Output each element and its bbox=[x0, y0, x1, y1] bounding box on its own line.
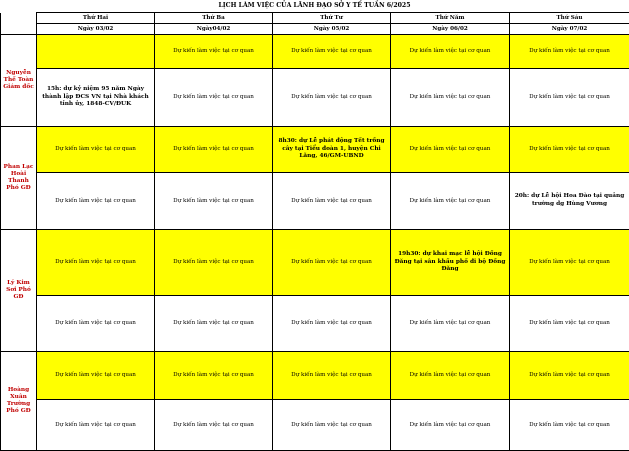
schedule-cell: Dự kiến làm việc tại cơ quan bbox=[510, 230, 629, 296]
leader-name: Hoàng Xuân Trường Phó GĐ bbox=[1, 352, 37, 451]
leader-name: Lý Kim Sơi Phó GĐ bbox=[1, 230, 37, 352]
day-date-wed: Ngày 05/02 bbox=[273, 24, 391, 35]
day-date-mon: Ngày 03/02 bbox=[37, 24, 155, 35]
schedule-cell: Dự kiến làm việc tại cơ quan bbox=[510, 35, 629, 69]
day-name-thu: Thứ Năm bbox=[391, 13, 510, 24]
header-row-days bbox=[1, 13, 629, 24]
day-name-tue: Thứ Ba bbox=[155, 13, 273, 24]
schedule-cell: Dự kiến làm việc tại cơ quan bbox=[273, 35, 391, 69]
schedule-cell: Dự kiến làm việc tại cơ quan bbox=[155, 69, 273, 127]
schedule-cell: Dự kiến làm việc tại cơ quan bbox=[391, 35, 510, 69]
leader-name: Nguyễn Thế Toàn Giám đốc bbox=[1, 35, 37, 127]
day-name-mon: Thứ Hai bbox=[37, 13, 155, 24]
schedule-cell: Dự kiến làm việc tại cơ quan bbox=[155, 352, 273, 400]
schedule-cell: Dự kiến làm việc tại cơ quan bbox=[155, 230, 273, 296]
table-row bbox=[1, 352, 629, 400]
day-name-wed: Thứ Tư bbox=[273, 13, 391, 24]
schedule-event-cell: 15h: dự kỷ niệm 95 năm Ngày thành lập ĐCS VN tại Nhà khách tỉnh ủy, 1848-CV/ĐUK bbox=[37, 69, 155, 127]
schedule-cell: Dự kiến làm việc tại cơ quan bbox=[273, 69, 391, 127]
schedule-event-cell: 8h30: dự Lễ phát động Tết trồng cây tại Tiểu đoàn 1, huyện Chi Lăng, 46/GM-UBND bbox=[273, 127, 391, 173]
day-date-thu: Ngày 06/02 bbox=[391, 24, 510, 35]
schedule-cell: Dự kiến làm việc tại cơ quan bbox=[155, 173, 273, 230]
schedule-cell: Dự kiến làm việc tại cơ quan bbox=[391, 296, 510, 352]
schedule-cell: Dự kiến làm việc tại cơ quan bbox=[155, 127, 273, 173]
schedule-cell: Dự kiến làm việc tại cơ quan bbox=[391, 127, 510, 173]
day-date-tue: Ngày04/02 bbox=[155, 24, 273, 35]
schedule-cell: Dự kiến làm việc tại cơ quan bbox=[391, 352, 510, 400]
leader-name: Phan Lạc Hoài Thanh Phó GĐ bbox=[1, 127, 37, 230]
schedule-cell: Dự kiến làm việc tại cơ quan bbox=[391, 400, 510, 451]
schedule-cell: Dự kiến làm việc tại cơ quan bbox=[510, 69, 629, 127]
schedule-cell: Dự kiến làm việc tại cơ quan bbox=[391, 69, 510, 127]
schedule-event-cell: 20h: dự Lễ hội Hoa Đào tại quảng trường dg Hùng Vương bbox=[510, 173, 629, 230]
schedule-cell: Dự kiến làm việc tại cơ quan bbox=[273, 400, 391, 451]
schedule-cell: Dự kiến làm việc tại cơ quan bbox=[155, 35, 273, 69]
table-row bbox=[1, 35, 629, 69]
day-date-fri: Ngày 07/02 bbox=[510, 24, 629, 35]
schedule-cell: Dự kiến làm việc tại cơ quan bbox=[510, 296, 629, 352]
schedule-cell: Dự kiến làm việc tại cơ quan bbox=[37, 127, 155, 173]
header-row-dates bbox=[1, 24, 629, 35]
schedule-cell: Dự kiến làm việc tại cơ quan bbox=[273, 352, 391, 400]
schedule-cell: Dự kiến làm việc tại cơ quan bbox=[273, 173, 391, 230]
table-row bbox=[1, 296, 629, 352]
schedule-cell: Dự kiến làm việc tại cơ quan bbox=[37, 352, 155, 400]
table-row bbox=[1, 400, 629, 451]
schedule-cell: Dự kiến làm việc tại cơ quan bbox=[391, 173, 510, 230]
table-row bbox=[1, 230, 629, 296]
schedule-cell: Dự kiến làm việc tại cơ quan bbox=[37, 296, 155, 352]
schedule-cell: Dự kiến làm việc tại cơ quan bbox=[155, 296, 273, 352]
table-row bbox=[1, 127, 629, 173]
schedule-cell: Dự kiến làm việc tại cơ quan bbox=[510, 400, 629, 451]
schedule-cell: Dự kiến làm việc tại cơ quan bbox=[510, 127, 629, 173]
schedule-cell: Dự kiến làm việc tại cơ quan bbox=[37, 230, 155, 296]
schedule-cell: Dự kiến làm việc tại cơ quan bbox=[510, 352, 629, 400]
day-name-fri: Thứ Sáu bbox=[510, 13, 629, 24]
schedule-event-cell: 19h30: dự khai mạc lễ hội Đồng Đăng tại sân khấu phố đi bộ Đồng Đăng bbox=[391, 230, 510, 296]
schedule-cell: Dự kiến làm việc tại cơ quan bbox=[155, 400, 273, 451]
schedule-table bbox=[0, 12, 629, 451]
schedule-cell: Dự kiến làm việc tại cơ quan bbox=[273, 230, 391, 296]
table-row bbox=[1, 69, 629, 127]
schedule-title: LỊCH LÀM VIỆC CỦA LÃNH ĐẠO SỞ Y TẾ TUẦN 6/2025 bbox=[0, 0, 629, 12]
schedule-cell: Dự kiến làm việc tại cơ quan bbox=[37, 400, 155, 451]
schedule-cell: Dự kiến làm việc tại cơ quan bbox=[37, 173, 155, 230]
schedule-cell bbox=[37, 35, 155, 69]
schedule-cell: Dự kiến làm việc tại cơ quan bbox=[273, 296, 391, 352]
table-row bbox=[1, 173, 629, 230]
header-corner bbox=[1, 13, 37, 35]
